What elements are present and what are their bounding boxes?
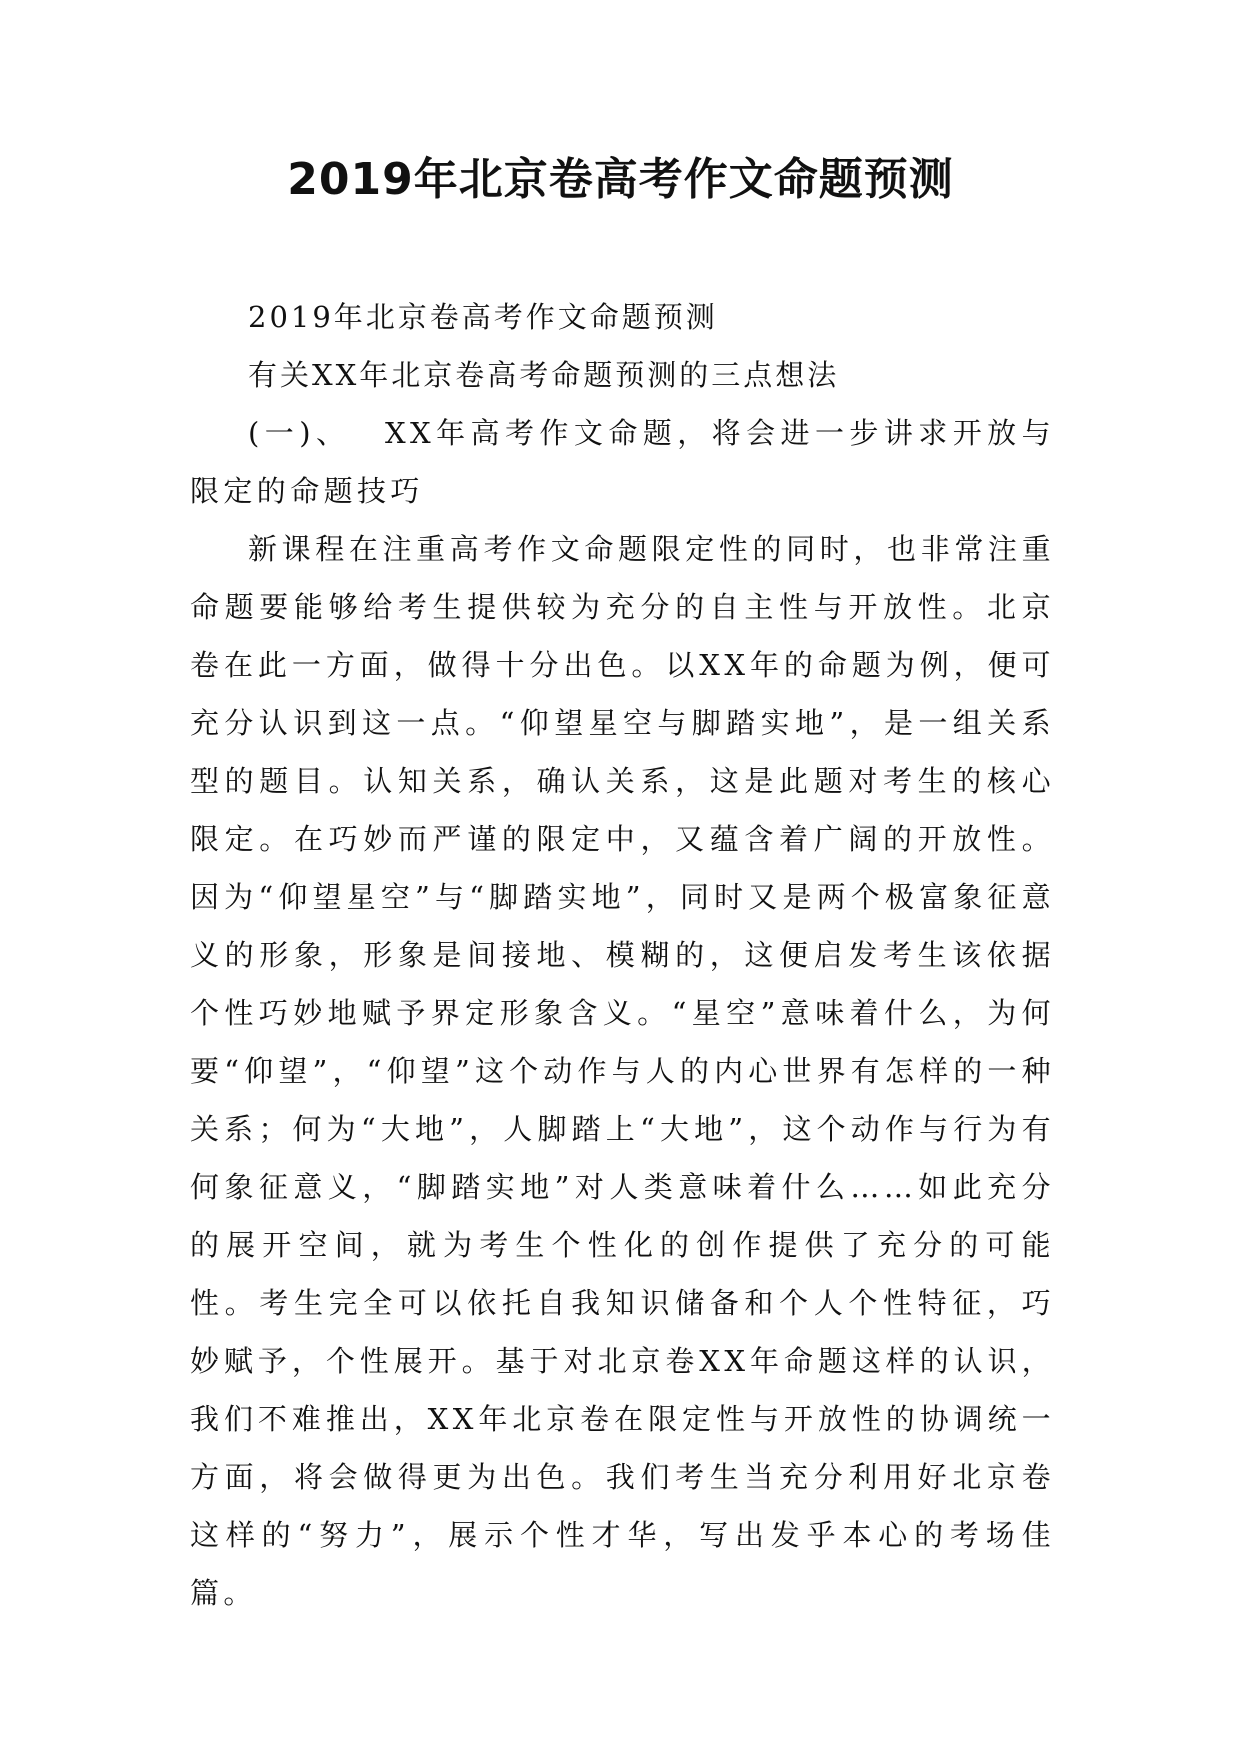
document-title: 2019年北京卷高考作文命题预测 <box>287 154 954 205</box>
paragraph-body: 新课程在注重高考作文命题限定性的同时，也非常注重命题要能够给考生提供较为充分的自主性与开放性。北京卷在此一方面，做得十分出色。以XX年的命题为例，便可充分认识到这一点。“仰望星空与脚踏实地”，是一组关系型的题目。认知关系，确认关系，这是此题对考生的核心限定。在巧妙而严谨的限定中，又蕴含着广阔的开放性。因为“仰望星空”与“脚踏实地”，同时又是两个极富象征意义的形象，形象是间接地、模糊的，这便启发考生该依据个性巧妙地赋予界定形象含义。“星空”意味着什么，为何要“仰望”，“仰望”这个动作与人的内心世界有怎样的一种关系；何为“大地”，人脚踏上“大地”，这个动作与行为有何象征意义，“脚踏实地”对人类意味着什么……如此充分的展开空间，就为考生个性化的创作提供了充分的可能性。考生完全可以依托自我知识储备和个人个性特征，巧妙赋予，个性展开。基于对北京卷XX年命题这样的认识，我们不难推出，XX年北京卷在限定性与开放性的协调统一方面，将会做得更为出色。我们考生当充分利用好北京卷这样的“努力”，展示个性才华，写出发乎本心的考场佳篇。 <box>190 532 1055 1610</box>
document-body <box>190 288 1055 1622</box>
paragraph-heading: 有关XX年北京卷高考命题预测的三点想法 <box>248 358 840 392</box>
paragraph-subtitle: 2019年北京卷高考作文命题预测 <box>248 300 718 334</box>
paragraph-section-one: (一)、 XX年高考作文命题，将会进一步讲求开放与限定的命题技巧 <box>190 416 1055 508</box>
